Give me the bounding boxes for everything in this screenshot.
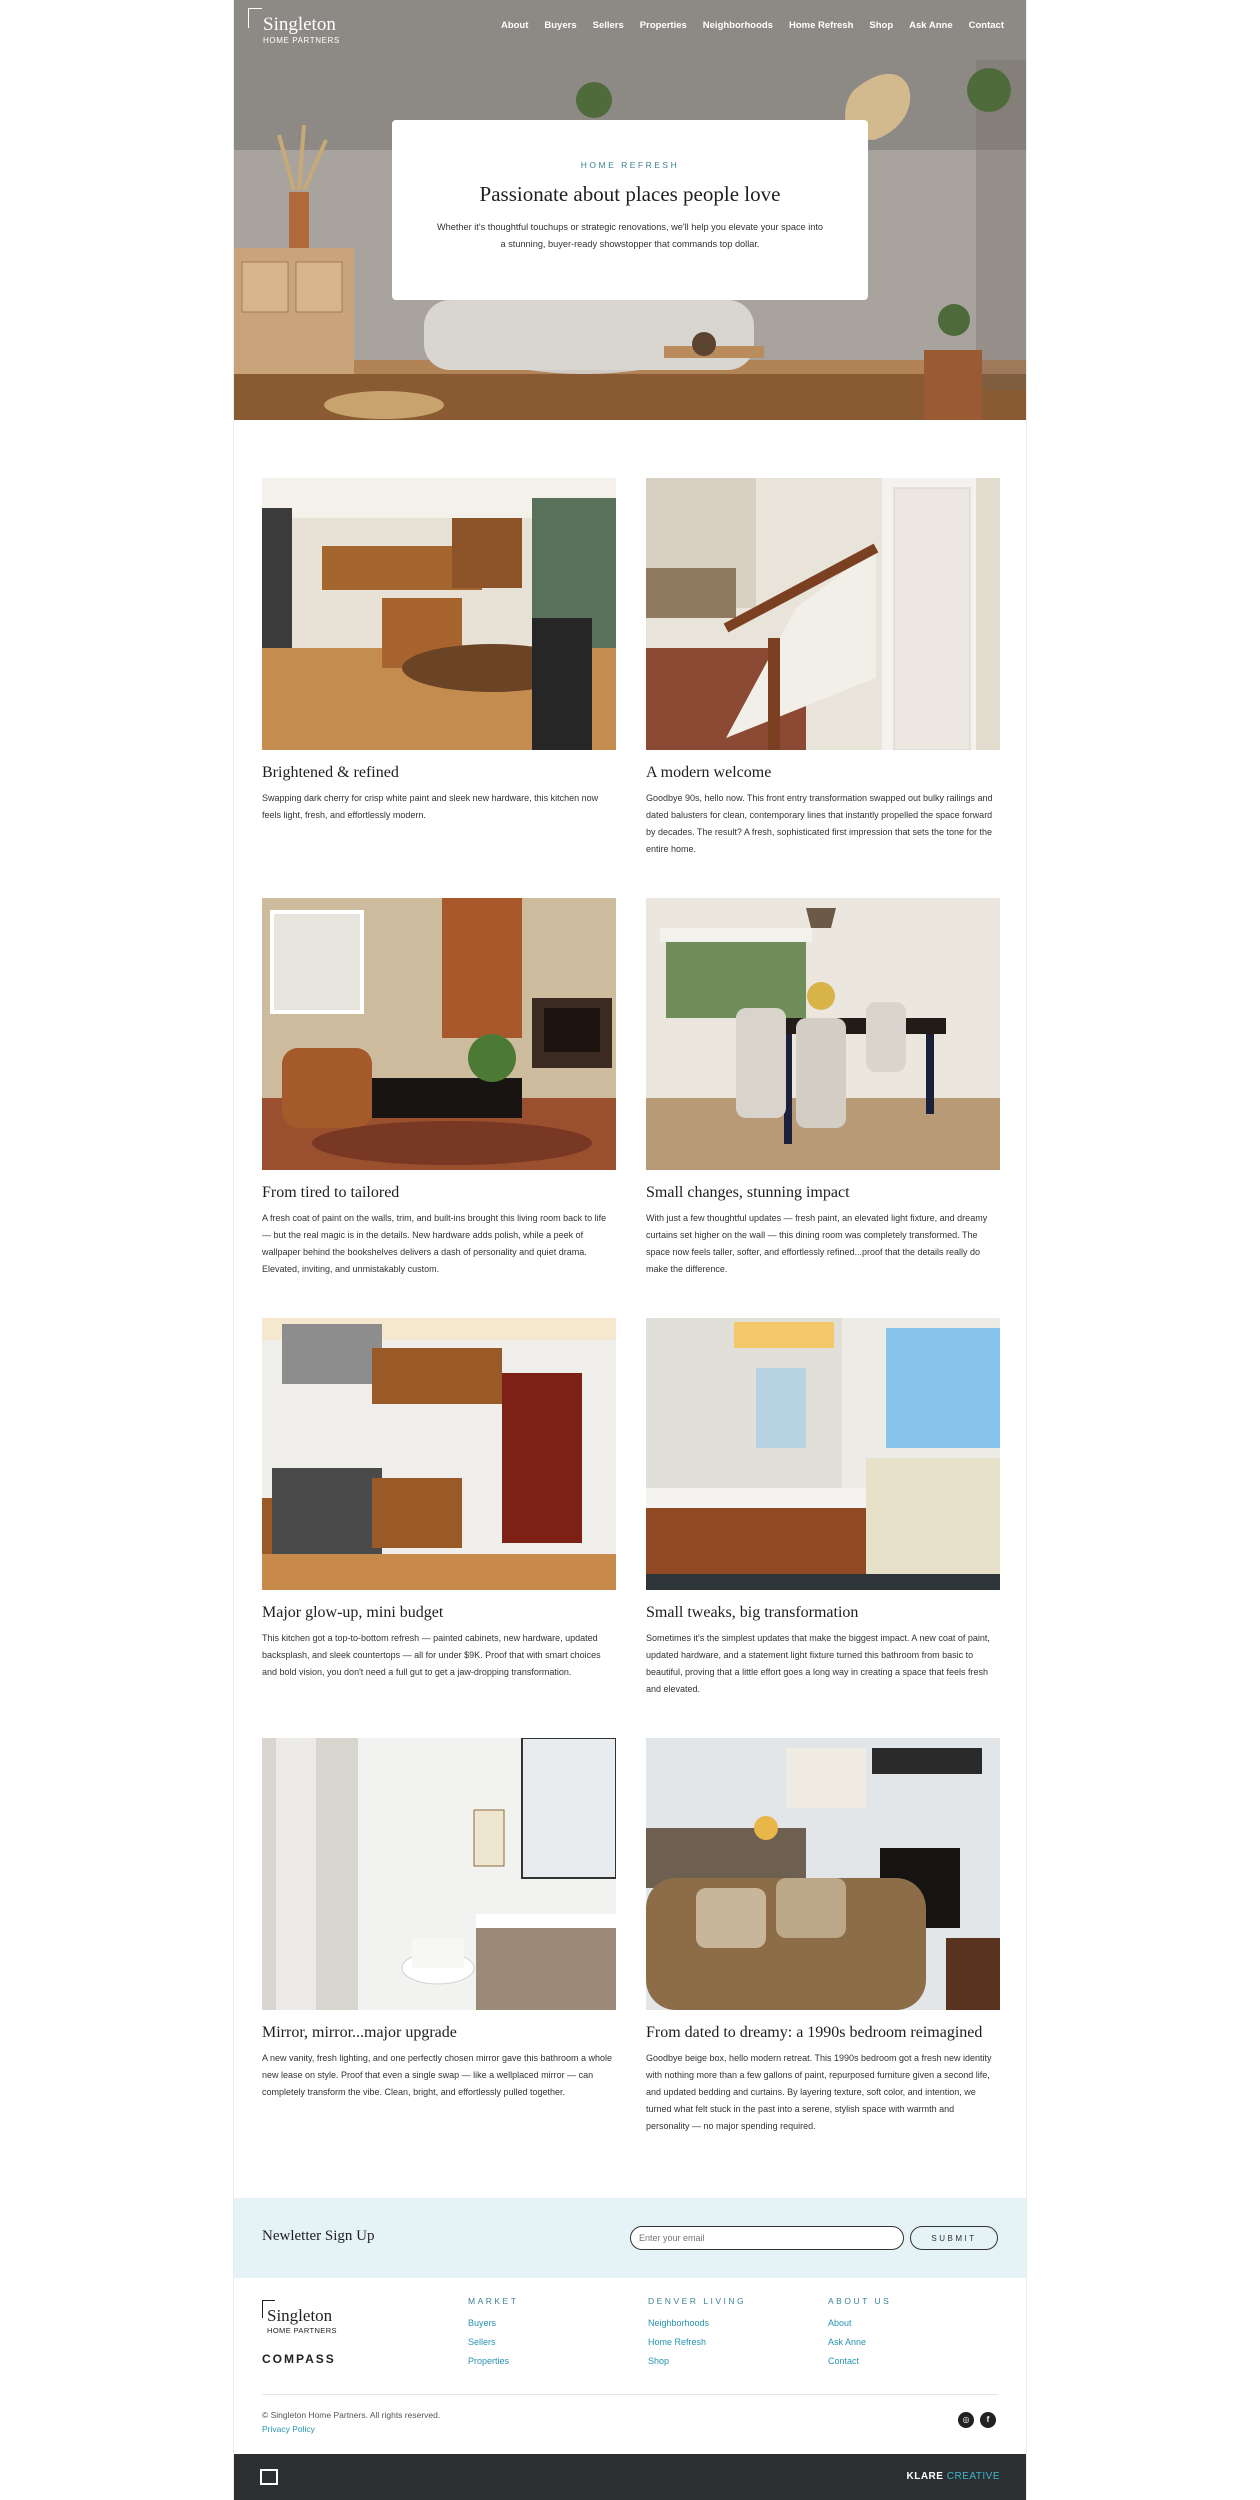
project-description: Sometimes it's the simplest updates that make the biggest impact. A new coat of paint, updated hardware, and a statement light fixture turned this bathroom from basic to beautiful, proving that a little effort goes a long way in creating a space that feels fresh and elevated. <box>646 1633 990 1694</box>
footer-link-home-refresh[interactable]: Home Refresh <box>648 2337 707 2347</box>
privacy-policy-link[interactable]: Privacy Policy <box>262 2424 315 2434</box>
project-title: From tired to tailored <box>262 1184 400 1201</box>
nav-about[interactable]: About <box>500 20 529 31</box>
instagram-icon[interactable]: ◎ <box>958 2412 974 2428</box>
page <box>234 0 1026 2500</box>
credit-brand: KLARE <box>906 2471 944 2482</box>
project-title: Brightened & refined <box>262 764 399 781</box>
footer-logo-subtitle: HOME PARTNERS <box>267 2326 337 2335</box>
main-nav <box>501 20 1004 31</box>
facebook-icon[interactable]: f <box>980 2412 996 2428</box>
project-description: Goodbye 90s, hello now. This front entry transformation swapped out bulky railings and dated balusters for clean, contemporary lines that instantly propelled the space forward by decades. The result? A fresh, sophisticated first impression that sets the tone for the entire home. <box>646 793 993 854</box>
footer-divider <box>262 2394 998 2395</box>
project-description: Swapping dark cherry for crisp white paint and sleek new hardware, this kitchen now feels light, fresh, and effortlessly modern. <box>262 793 599 820</box>
kitchen-remodel-photo <box>262 1318 616 1590</box>
hero-text: Whether it's thoughtful touchups or strategic renovations, we'll help you elevate your space into a stunning, buyer-ready showstopper that commands top dollar. <box>436 222 824 249</box>
project-card <box>262 1318 616 1681</box>
project-title: Major glow-up, mini budget <box>262 1604 444 1621</box>
footer-link-contact[interactable]: Contact <box>828 2356 860 2366</box>
footer-heading: MARKET <box>468 2296 519 2306</box>
project-card <box>646 478 1000 858</box>
footer-link-shop[interactable]: Shop <box>648 2356 670 2366</box>
hero-eyebrow: HOME REFRESH <box>580 160 680 170</box>
project-card <box>646 898 1000 1278</box>
nav-home-refresh[interactable]: Home Refresh <box>788 20 854 31</box>
credit-brand-suffix: CREATIVE <box>946 2471 1000 2482</box>
project-description: A fresh coat of paint on the walls, trim, and built-ins brought this living room back to life — but the real magic is in the details. New hardware adds polish, while a peek of wallpaper behind the bookshelves delivers a dash of personality and quiet drama. Elevated, inviting, and unmistakably custom. <box>262 1213 607 1274</box>
copyright-text: © Singleton Home Partners. All rights reserved. <box>262 2410 441 2420</box>
project-description: A new vanity, fresh lighting, and one perfectly chosen mirror gave this bathroom a whole new lease on style. Proof that even a single swap — like a wellplaced mirror — can completely transform the vibe. Clean, bright, and effortlessly pulled together. <box>262 2053 613 2097</box>
bottom-bar <box>234 2454 1026 2500</box>
nav-contact[interactable]: Contact <box>968 20 1004 31</box>
dining-room-photo <box>646 898 1000 1170</box>
footer-link-buyers[interactable]: Buyers <box>468 2318 497 2328</box>
kitchen-photo <box>262 478 616 750</box>
project-description: Goodbye beige box, hello modern retreat. This 1990s bedroom got a fresh new identity with nothing more than a few gallons of paint, repurposed furniture given a second life, and updated bedding and curtains. By layering texture, soft color, and intention, we turned what felt stuck in the past into a serene, stylish space with warmth and personality — no major spending required. <box>646 2053 992 2131</box>
nav-neighborhoods[interactable]: Neighborhoods <box>702 20 773 31</box>
project-description: With just a few thoughtful updates — fresh paint, an elevated light fixture, and dreamy curtains set higher on the wall — this dining room was completely transformed. The space now feels taller, softer, and effortlessly refined...proof that the details really do make the difference. <box>646 1213 988 1274</box>
compass-logo[interactable]: COMPASS <box>262 2352 336 2366</box>
project-card <box>262 898 616 1278</box>
email-input[interactable] <box>630 2226 904 2250</box>
newsletter-section <box>234 2198 1026 2278</box>
footer-link-sellers[interactable]: Sellers <box>468 2337 496 2347</box>
project-title: Mirror, mirror...major upgrade <box>262 2024 457 2041</box>
newsletter-title: Newletter Sign Up <box>262 2228 375 2244</box>
house-logo-icon <box>248 8 262 28</box>
footer-column-market <box>468 2296 518 2375</box>
living-room-photo <box>262 898 616 1170</box>
nav-shop[interactable]: Shop <box>869 20 894 31</box>
powder-room-photo <box>262 1738 616 2010</box>
footer-logo-name: Singleton <box>267 2306 333 2325</box>
equal-housing-icon <box>260 2469 278 2485</box>
footer-link-about[interactable]: About <box>828 2318 852 2328</box>
hero-banner <box>234 0 1026 420</box>
footer-column-about-us <box>828 2296 891 2375</box>
bathroom-photo <box>646 1318 1000 1590</box>
nav-sellers[interactable]: Sellers <box>592 20 624 31</box>
project-card <box>646 1738 1000 2135</box>
site-header <box>234 0 1026 52</box>
project-title: From dated to dreamy: a 1990s bedroom reimagined <box>646 2024 983 2041</box>
hero-title: Passionate about places people love <box>479 182 781 206</box>
project-title: A modern welcome <box>646 764 772 781</box>
nav-properties[interactable]: Properties <box>639 20 687 31</box>
footer-heading: ABOUT US <box>828 2296 892 2306</box>
submit-button[interactable]: SUBMIT <box>910 2226 998 2250</box>
project-description: This kitchen got a top-to-bottom refresh — painted cabinets, new hardware, updated backsplash, and sleek countertops — all for under $9K. Proof that with smart choices and bold vision, you don't need a full gut to get a jaw-dropping transformation. <box>262 1633 601 1677</box>
logo-subtitle: HOME PARTNERS <box>263 36 340 45</box>
footer-link-neighborhoods[interactable]: Neighborhoods <box>648 2318 710 2328</box>
entry-photo <box>646 478 1000 750</box>
footer-link-ask-anne[interactable]: Ask Anne <box>828 2337 867 2347</box>
klare-creative-credit[interactable] <box>906 2471 1000 2482</box>
project-card <box>262 1738 616 2101</box>
footer-heading: DENVER LIVING <box>648 2296 747 2306</box>
hero-card <box>392 120 868 300</box>
project-title: Small changes, stunning impact <box>646 1184 850 1201</box>
project-card <box>262 478 616 824</box>
project-title: Small tweaks, big transformation <box>646 1604 859 1621</box>
footer-link-properties[interactable]: Properties <box>468 2356 510 2366</box>
logo-name: Singleton <box>263 14 336 35</box>
nav-ask-anne[interactable]: Ask Anne <box>909 20 953 31</box>
project-card <box>646 1318 1000 1698</box>
nav-buyers[interactable]: Buyers <box>544 20 577 31</box>
bedroom-photo <box>646 1738 1000 2010</box>
footer-column-denver-living <box>648 2296 746 2375</box>
